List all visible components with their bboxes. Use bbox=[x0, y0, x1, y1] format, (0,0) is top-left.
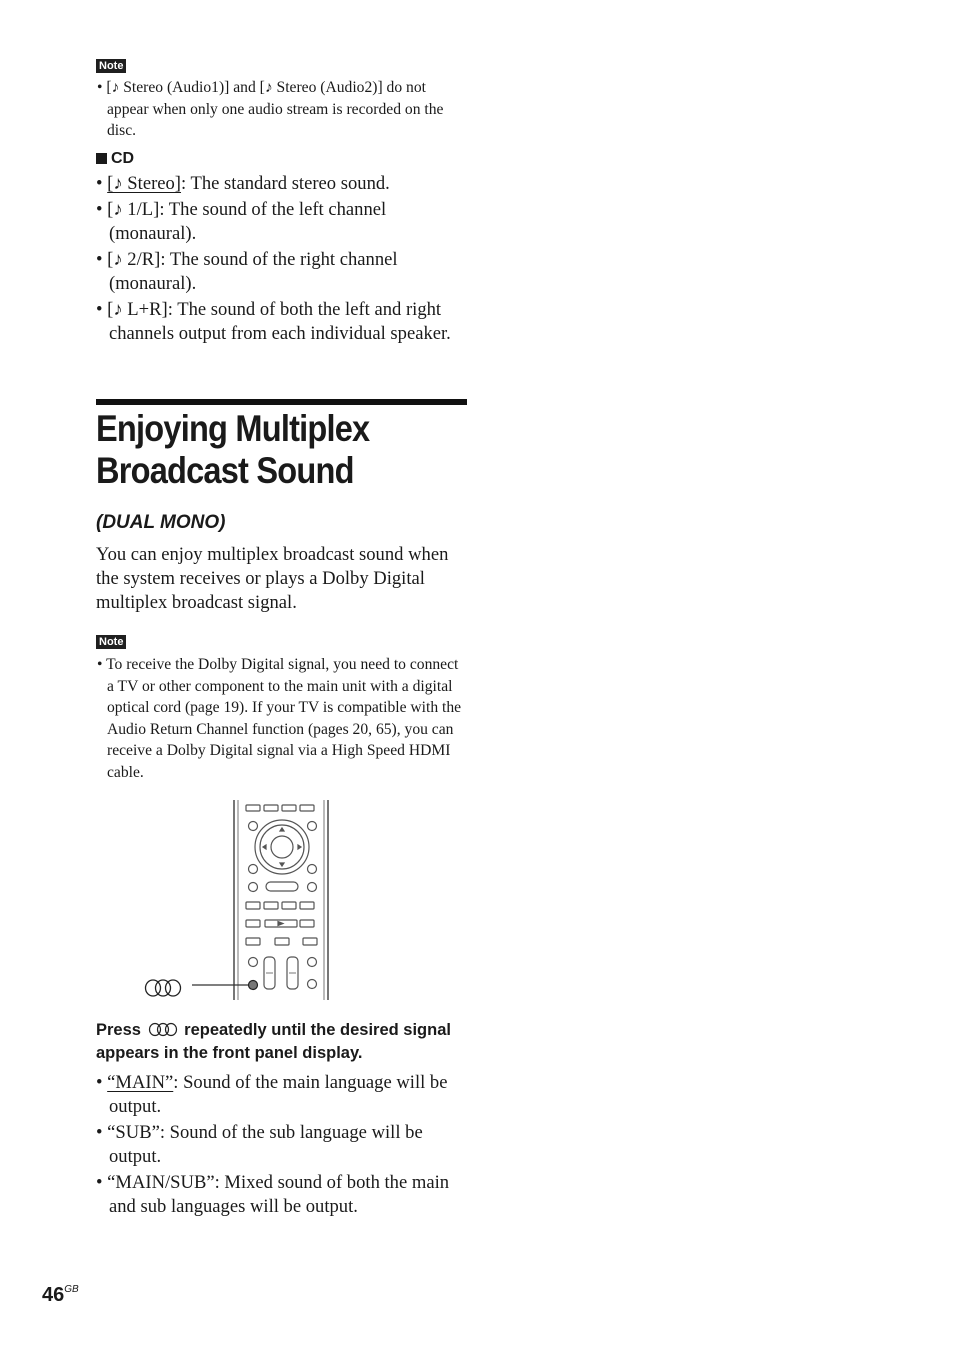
square-bullet-icon bbox=[96, 153, 107, 164]
title-rule bbox=[96, 399, 467, 405]
note-text: • To receive the Dolby Digital signal, you need to connect a TV or other component to the main unit with a digital optical cord (page 19). If your TV is compatible with the Audio Return Channel function (pages 20, 65), you can receive a Dolby Digital signal via a High Speed HDMI cable. bbox=[97, 656, 462, 781]
page-subtitle: (DUAL MONO) bbox=[96, 512, 226, 533]
note-badge: Note bbox=[96, 59, 126, 73]
page-title: Enjoying Multiplex Broadcast Sound bbox=[96, 408, 370, 491]
list-item: • [♪ 2/R]: The sound of the right channel (monaural). bbox=[96, 249, 398, 294]
note-block-1 bbox=[96, 56, 468, 142]
intro-text: You can enjoy multiplex broadcast sound when the system receives or plays a Dolby Digital multiplex broadcast signal. bbox=[96, 544, 449, 613]
list-item: • “SUB”: Sound of the sub language will be output. bbox=[96, 1122, 423, 1167]
audio-button-icon bbox=[148, 1022, 178, 1037]
list-item: • “MAIN”: Sound of the main language will be output. bbox=[96, 1072, 448, 1117]
instruction-text: Press repeatedly until the desired signal appears in the front panel display. bbox=[96, 1021, 451, 1062]
cd-heading-label: CD bbox=[111, 150, 135, 167]
cd-section bbox=[96, 150, 468, 348]
instruction-block bbox=[96, 1019, 468, 1221]
note-badge: Note bbox=[96, 635, 126, 649]
note-block-2 bbox=[96, 632, 468, 783]
list-item: • [♪ Stereo]: The standard stereo sound. bbox=[96, 173, 390, 194]
audio-button-icon bbox=[146, 980, 181, 996]
note-text: • [♪ Stereo (Audio1)] and [♪ Stereo (Audio2)] do not appear when only one audio stream is recorded on the disc. bbox=[97, 79, 444, 139]
cd-list bbox=[96, 172, 468, 346]
audio-button-highlight bbox=[249, 981, 258, 990]
list-item: • [♪ L+R]: The sound of both the left and right channels output from each individual speaker. bbox=[96, 299, 451, 344]
cd-heading bbox=[96, 150, 468, 168]
page-number: $46^{GB}$ bbox=[42, 1284, 79, 1306]
remote-control-illustration bbox=[140, 798, 340, 1004]
list-item: • “MAIN/SUB”: Mixed sound of both the main and sub languages will be output. bbox=[96, 1172, 450, 1217]
options-list bbox=[96, 1071, 468, 1219]
intro-block bbox=[96, 543, 468, 615]
list-item: • [♪ 1/L]: The sound of the left channel (monaural). bbox=[96, 199, 387, 244]
